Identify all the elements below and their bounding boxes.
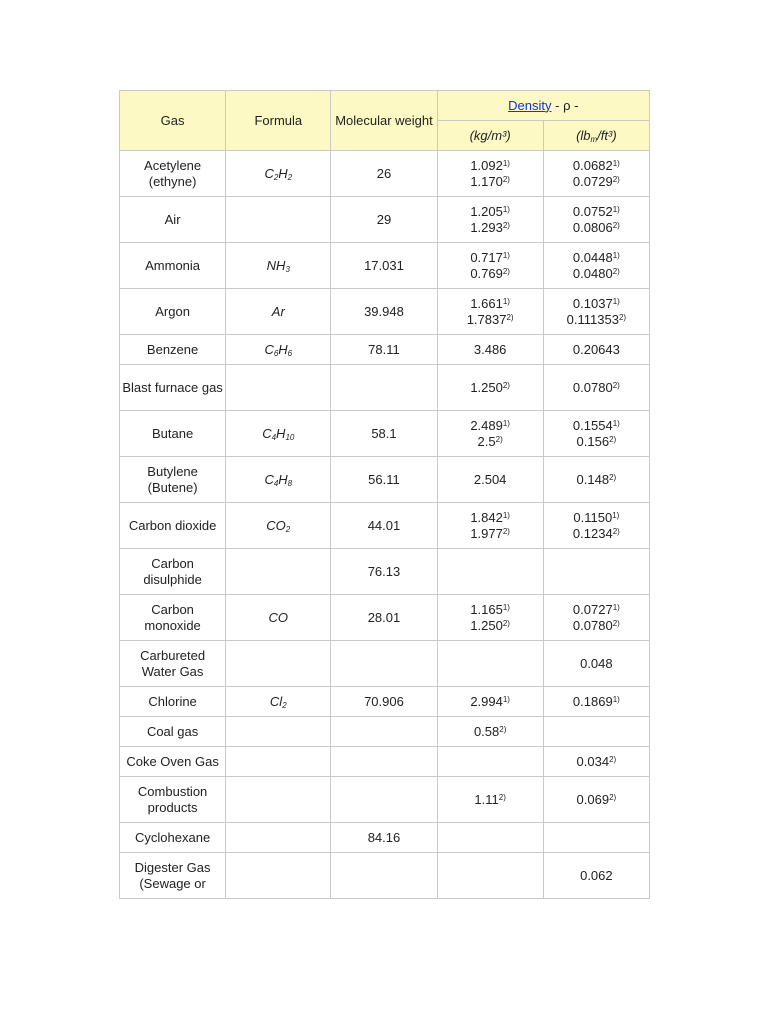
footnote-ref: 1): [502, 296, 510, 306]
formula-part: 4: [271, 432, 277, 442]
density-value: 0.769: [470, 265, 503, 281]
formula-cell: [226, 641, 331, 687]
footnote-ref: 1): [502, 694, 510, 704]
footnote-ref: 2): [502, 220, 510, 230]
formula-part: CO: [268, 609, 289, 625]
table-header: [120, 91, 650, 151]
molecular-weight: 17.031: [364, 257, 404, 273]
gas-name: Combustion products: [137, 783, 208, 815]
table-row: [120, 823, 650, 853]
density-value: 0.1554: [572, 417, 613, 433]
density-si-cell: [437, 243, 543, 289]
footnote-ref: 1): [612, 418, 620, 428]
density-si-cell: [437, 687, 543, 717]
density-value: 1.092: [470, 157, 503, 173]
density-si-cell: [437, 717, 543, 747]
table-row: [120, 777, 650, 823]
gas-cell: [120, 747, 226, 777]
density-value: 0.0729: [572, 173, 613, 189]
formula-part: Ar: [271, 303, 285, 319]
formula-part: CO: [266, 517, 286, 533]
density-value: 2.504: [473, 471, 507, 487]
density-value: 2.5: [477, 433, 496, 449]
footnote-ref: 2): [609, 434, 617, 444]
density-value: 1.205: [470, 203, 503, 219]
formula-cell: [226, 823, 331, 853]
density-si-cell: [437, 595, 543, 641]
formula-cell: [226, 365, 331, 411]
footnote-ref: 1): [502, 204, 510, 214]
gas-name: Cyclohexane: [135, 829, 211, 845]
gas-name: Ammonia: [145, 257, 201, 273]
formula-part: 3: [285, 264, 290, 274]
formula-part: H: [278, 165, 288, 181]
header-unit-imperial: [543, 121, 649, 151]
density-imperial-cell: [543, 595, 649, 641]
formula-part: 2: [273, 172, 279, 182]
formula-part: H: [278, 341, 288, 357]
formula-part: Cl: [269, 693, 283, 709]
table-row: [120, 549, 650, 595]
gas-cell: [120, 197, 226, 243]
density-imperial-cell: [543, 747, 649, 777]
density-si-cell: [437, 151, 543, 197]
footnote-ref: 2): [609, 754, 617, 764]
footnote-ref: 1): [612, 250, 620, 260]
table-row: [120, 151, 650, 197]
formula-cell: [226, 717, 331, 747]
density-value: 1.842: [470, 509, 503, 525]
footnote-ref: 2): [502, 174, 510, 184]
gas-cell: [120, 641, 226, 687]
footnote-ref: 1): [502, 418, 510, 428]
density-si-cell: [437, 777, 543, 823]
footnote-ref: 2): [612, 220, 620, 230]
formula-part: 6: [287, 348, 293, 358]
formula-cell: [226, 151, 331, 197]
formula-cell: [226, 457, 331, 503]
density-imperial-cell: [543, 411, 649, 457]
formula-part: 2: [287, 172, 293, 182]
unit-imp-post: /ft³): [597, 127, 617, 143]
footnote-ref: 1): [502, 602, 510, 612]
density-value: 1.170: [470, 173, 503, 189]
gas-cell: [120, 853, 226, 899]
density-value: 0.1150: [573, 509, 613, 525]
density-value: 1.11: [474, 791, 499, 807]
density-value: 0.58: [473, 723, 500, 739]
formula-cell: [226, 335, 331, 365]
gas-name: Butylene (Butene): [147, 463, 198, 495]
table-row: [120, 457, 650, 503]
header-density: [437, 91, 649, 121]
density-imperial-cell: [543, 151, 649, 197]
density-si-cell: [437, 365, 543, 411]
gas-name: Carbon disulphide: [143, 555, 202, 587]
molecular-weight: 28.01: [367, 609, 401, 625]
footnote-ref: 2): [612, 266, 620, 276]
density-si-cell: [437, 335, 543, 365]
gas-cell: [120, 151, 226, 197]
molecular-weight-cell: [331, 777, 437, 823]
molecular-weight-cell: [331, 595, 437, 641]
gas-name: Digester Gas (Sewage or: [134, 859, 211, 891]
density-value: 0.156: [576, 433, 610, 449]
density-si-cell: [437, 823, 543, 853]
table-row: [120, 365, 650, 411]
gas-cell: [120, 243, 226, 289]
density-value: 2.489: [470, 417, 503, 433]
gas-cell: [120, 335, 226, 365]
gas-cell: [120, 503, 226, 549]
gas-name: Chlorine: [148, 693, 197, 709]
gas-name: Coke Oven Gas: [126, 753, 219, 769]
gas-cell: [120, 365, 226, 411]
gas-name: Carbon dioxide: [128, 517, 217, 533]
molecular-weight-cell: [331, 151, 437, 197]
molecular-weight-cell: [331, 289, 437, 335]
density-value: 1.7837: [466, 311, 507, 327]
molecular-weight-cell: [331, 823, 437, 853]
molecular-weight: 39.948: [364, 303, 404, 319]
density-value: 0.20643: [572, 341, 620, 357]
molecular-weight: 84.16: [367, 829, 401, 845]
table-row: [120, 853, 650, 899]
density-value: 1.661: [470, 295, 503, 311]
molecular-weight: 29: [376, 211, 392, 227]
density-value: 0.069: [576, 791, 610, 807]
density-si-cell: [437, 747, 543, 777]
footnote-ref: 2): [609, 472, 617, 482]
density-value: 1.977: [470, 525, 503, 541]
unit-imp-sub: m: [590, 134, 598, 144]
density-imperial-cell: [543, 503, 649, 549]
footnote-ref: 1): [612, 158, 620, 168]
molecular-weight-cell: [331, 641, 437, 687]
density-link[interactable]: Density: [508, 97, 552, 113]
gas-name: Acetylene (ethyne): [144, 157, 202, 189]
formula-part: 10: [285, 432, 295, 442]
unit-imp-pre: (lb: [576, 127, 591, 143]
footnote-ref: 2): [502, 526, 510, 536]
table-row: [120, 747, 650, 777]
density-si-cell: [437, 289, 543, 335]
density-si-cell: [437, 549, 543, 595]
table-row: [120, 197, 650, 243]
gas-name: Argon: [155, 303, 190, 319]
molecular-weight: 44.01: [367, 517, 401, 533]
gas-name: Air: [164, 211, 181, 227]
formula-part: C: [264, 165, 274, 181]
table-row: [120, 641, 650, 687]
density-imperial-cell: [543, 823, 649, 853]
density-imperial-cell: [543, 289, 649, 335]
table-row: [120, 289, 650, 335]
molecular-weight-cell: [331, 335, 437, 365]
formula-part: NH: [266, 257, 286, 273]
formula-part: 2: [282, 700, 287, 710]
density-value: 0.0480: [572, 265, 613, 281]
density-suffix: - ρ -: [551, 97, 579, 113]
table-row: [120, 243, 650, 289]
footnote-ref: 2): [612, 174, 620, 184]
formula-cell: [226, 777, 331, 823]
header-molecular-weight: Molecular weight: [331, 91, 437, 151]
molecular-weight: 58.1: [371, 425, 397, 441]
table-row: [120, 595, 650, 641]
density-imperial-cell: [543, 777, 649, 823]
density-value: 0.0448: [572, 249, 613, 265]
molecular-weight-cell: [331, 717, 437, 747]
formula-part: H: [278, 471, 288, 487]
density-si-cell: [437, 641, 543, 687]
density-value: 0.0682: [572, 157, 613, 173]
gas-density-table: [119, 90, 650, 899]
formula-part: H: [276, 425, 286, 441]
footnote-ref: 2): [618, 312, 627, 322]
footnote-ref: 1): [612, 602, 620, 612]
formula-cell: [226, 549, 331, 595]
density-imperial-cell: [543, 365, 649, 411]
density-value: 3.486: [473, 341, 507, 357]
density-imperial-cell: [543, 549, 649, 595]
formula-part: 6: [273, 348, 279, 358]
table-row: [120, 717, 650, 747]
header-formula: Formula: [226, 91, 331, 151]
density-imperial-cell: [543, 687, 649, 717]
header-unit-si: (kg/m³): [437, 121, 543, 151]
density-si-cell: [437, 853, 543, 899]
footnote-ref: 1): [612, 510, 620, 520]
molecular-weight: 26: [376, 165, 392, 181]
formula-part: 8: [287, 478, 293, 488]
density-value: 0.062: [580, 867, 613, 883]
footnote-ref: 2): [609, 792, 617, 802]
gas-cell: [120, 289, 226, 335]
density-imperial-cell: [543, 197, 649, 243]
density-value: 2.994: [470, 693, 503, 709]
footnote-ref: 2): [502, 618, 510, 628]
density-value: 0.1234: [572, 525, 613, 541]
density-value: 1.165: [470, 601, 503, 617]
density-value: 0.717: [470, 249, 503, 265]
formula-cell: [226, 747, 331, 777]
footnote-ref: 2): [612, 526, 620, 536]
header-gas: Gas: [120, 91, 226, 151]
gas-cell: [120, 595, 226, 641]
molecular-weight-cell: [331, 687, 437, 717]
footnote-ref: 2): [502, 266, 510, 276]
footnote-ref: 1): [612, 694, 620, 704]
molecular-weight-cell: [331, 457, 437, 503]
gas-cell: [120, 717, 226, 747]
density-value: 0.048: [580, 655, 613, 671]
gas-cell: [120, 777, 226, 823]
gas-cell: [120, 823, 226, 853]
density-value: 0.034: [576, 753, 610, 769]
molecular-weight: 56.11: [368, 471, 400, 487]
density-value: 1.293: [470, 219, 503, 235]
footnote-ref: 2): [612, 380, 620, 390]
formula-cell: [226, 687, 331, 717]
footnote-ref: 1): [502, 510, 510, 520]
formula-cell: [226, 853, 331, 899]
density-value: 1.250: [470, 617, 503, 633]
molecular-weight-cell: [331, 243, 437, 289]
molecular-weight-cell: [331, 549, 437, 595]
formula-cell: [226, 289, 331, 335]
density-si-cell: [437, 503, 543, 549]
gas-cell: [120, 411, 226, 457]
footnote-ref: 2): [502, 380, 510, 390]
density-value: 0.111353: [566, 311, 619, 327]
formula-cell: [226, 503, 331, 549]
gas-cell: [120, 549, 226, 595]
molecular-weight-cell: [331, 853, 437, 899]
density-imperial-cell: [543, 641, 649, 687]
table-body: [120, 151, 650, 899]
formula-part: 4: [273, 478, 279, 488]
table-row: [120, 411, 650, 457]
molecular-weight-cell: [331, 503, 437, 549]
table-row: [120, 335, 650, 365]
gas-name: Blast furnace gas: [122, 379, 223, 395]
gas-cell: [120, 687, 226, 717]
footnote-ref: 1): [502, 250, 510, 260]
density-si-cell: [437, 457, 543, 503]
gas-name: Carbureted Water Gas: [140, 647, 206, 679]
molecular-weight: 78.11: [368, 341, 400, 357]
footnote-ref: 2): [506, 312, 514, 322]
density-value: 0.0780: [572, 379, 613, 395]
gas-cell: [120, 457, 226, 503]
footnote-ref: 2): [612, 618, 620, 628]
gas-name: Coal gas: [146, 723, 199, 739]
formula-part: C: [264, 471, 274, 487]
footnote-ref: 1): [612, 296, 620, 306]
gas-name: Benzene: [146, 341, 199, 357]
footnote-ref: 2): [499, 724, 507, 734]
footnote-ref: 1): [612, 204, 620, 214]
density-value: 0.148: [576, 471, 610, 487]
formula-part: C: [264, 341, 274, 357]
density-value: 0.0806: [572, 219, 613, 235]
molecular-weight-cell: [331, 411, 437, 457]
footnote-ref: 2): [498, 792, 506, 802]
density-value: 0.1037: [572, 295, 613, 311]
footnote-ref: 1): [502, 158, 510, 168]
formula-part: 2: [285, 524, 291, 534]
formula-cell: [226, 243, 331, 289]
density-value: 1.250: [470, 379, 503, 395]
molecular-weight-cell: [331, 365, 437, 411]
density-si-cell: [437, 197, 543, 243]
formula-cell: [226, 595, 331, 641]
density-imperial-cell: [543, 717, 649, 747]
density-value: 0.0780: [572, 617, 613, 633]
density-imperial-cell: [543, 243, 649, 289]
molecular-weight: 70.906: [364, 693, 404, 709]
density-value: 0.1869: [572, 693, 613, 709]
density-value: 0.0752: [572, 203, 613, 219]
gas-name: Butane: [151, 425, 194, 441]
density-si-cell: [437, 411, 543, 457]
density-imperial-cell: [543, 457, 649, 503]
table-row: [120, 503, 650, 549]
formula-part: C: [262, 425, 272, 441]
gas-name: Carbon monoxide: [144, 601, 201, 633]
molecular-weight-cell: [331, 197, 437, 243]
formula-cell: [226, 411, 331, 457]
molecular-weight: 76.13: [367, 563, 401, 579]
table-row: [120, 687, 650, 717]
density-imperial-cell: [543, 335, 649, 365]
density-imperial-cell: [543, 853, 649, 899]
formula-cell: [226, 197, 331, 243]
density-value: 0.0727: [572, 601, 613, 617]
molecular-weight-cell: [331, 747, 437, 777]
footnote-ref: 2): [495, 434, 503, 444]
